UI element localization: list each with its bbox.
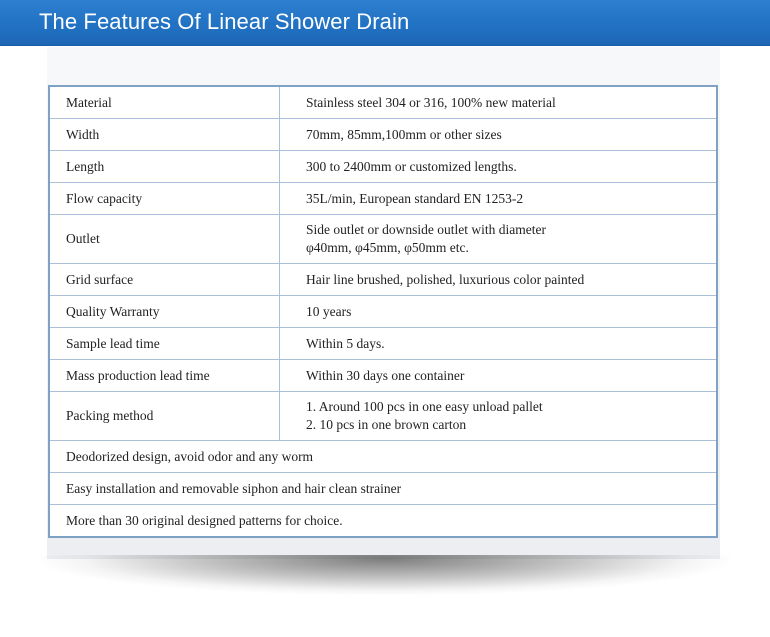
spec-table	[48, 85, 718, 538]
spec-label: Outlet	[49, 215, 280, 264]
feature-row	[49, 441, 717, 473]
spec-value-line: Within 30 days one container	[306, 367, 465, 383]
spec-label: Flow capacity	[49, 183, 280, 215]
spec-value-line: 2. 10 pcs in one brown carton	[306, 417, 467, 432]
feature-row	[49, 505, 717, 538]
spec-row-quality-warranty	[49, 296, 717, 328]
spec-row-outlet	[49, 215, 717, 264]
spec-value-line: Within 5 days.	[306, 335, 385, 351]
spec-row-width	[49, 119, 717, 151]
spec-value-line: 10 years	[306, 303, 352, 319]
spec-value	[280, 86, 718, 119]
spec-value-line: φ40mm, φ45mm, φ50mm etc.	[306, 240, 469, 255]
feature-row	[49, 473, 717, 505]
spec-label: Length	[49, 151, 280, 183]
spec-row-sample-lead-time	[49, 328, 717, 360]
spec-row-material	[49, 86, 717, 119]
spec-label: Material	[49, 86, 280, 119]
spec-row-length	[49, 151, 717, 183]
spec-value	[280, 151, 718, 183]
spec-value-line: Stainless steel 304 or 316, 100% new material	[306, 94, 556, 110]
spec-value-line: 1. Around 100 pcs in one easy unload pallet	[306, 399, 543, 414]
drop-shadow	[40, 555, 730, 595]
spec-row-flow-capacity	[49, 183, 717, 215]
spec-value	[280, 183, 718, 215]
spec-value-line: 70mm, 85mm,100mm or other sizes	[306, 126, 502, 142]
spec-value	[280, 119, 718, 151]
feature-text: Easy installation and removable siphon and hair clean strainer	[49, 473, 717, 505]
spec-row-packing-method	[49, 392, 717, 441]
spec-row-mass-production-lead-time	[49, 360, 717, 392]
spec-label: Packing method	[49, 392, 280, 441]
spec-label: Width	[49, 119, 280, 151]
spec-row-grid-surface	[49, 264, 717, 296]
spec-value-line: 35L/min, European standard EN 1253-2	[306, 190, 524, 206]
spec-value	[280, 215, 718, 264]
spec-label: Sample lead time	[49, 328, 280, 360]
spec-value-line: Hair line brushed, polished, luxurious color painted	[306, 271, 585, 287]
spec-value	[280, 328, 718, 360]
header-bar	[0, 0, 770, 46]
feature-text: Deodorized design, avoid odor and any worm	[49, 441, 717, 473]
feature-text: More than 30 original designed patterns for choice.	[49, 505, 717, 538]
spec-label: Quality Warranty	[49, 296, 280, 328]
spec-value	[280, 296, 718, 328]
spec-value	[280, 392, 718, 441]
spec-label: Mass production lead time	[49, 360, 280, 392]
spec-value-line: 300 to 2400mm or customized lengths.	[306, 158, 517, 174]
spec-value	[280, 360, 718, 392]
spec-label: Grid surface	[49, 264, 280, 296]
page-title: The Features Of Linear Shower Drain	[39, 9, 410, 34]
spec-value-line: Side outlet or downside outlet with diameter	[306, 222, 546, 237]
spec-value	[280, 264, 718, 296]
